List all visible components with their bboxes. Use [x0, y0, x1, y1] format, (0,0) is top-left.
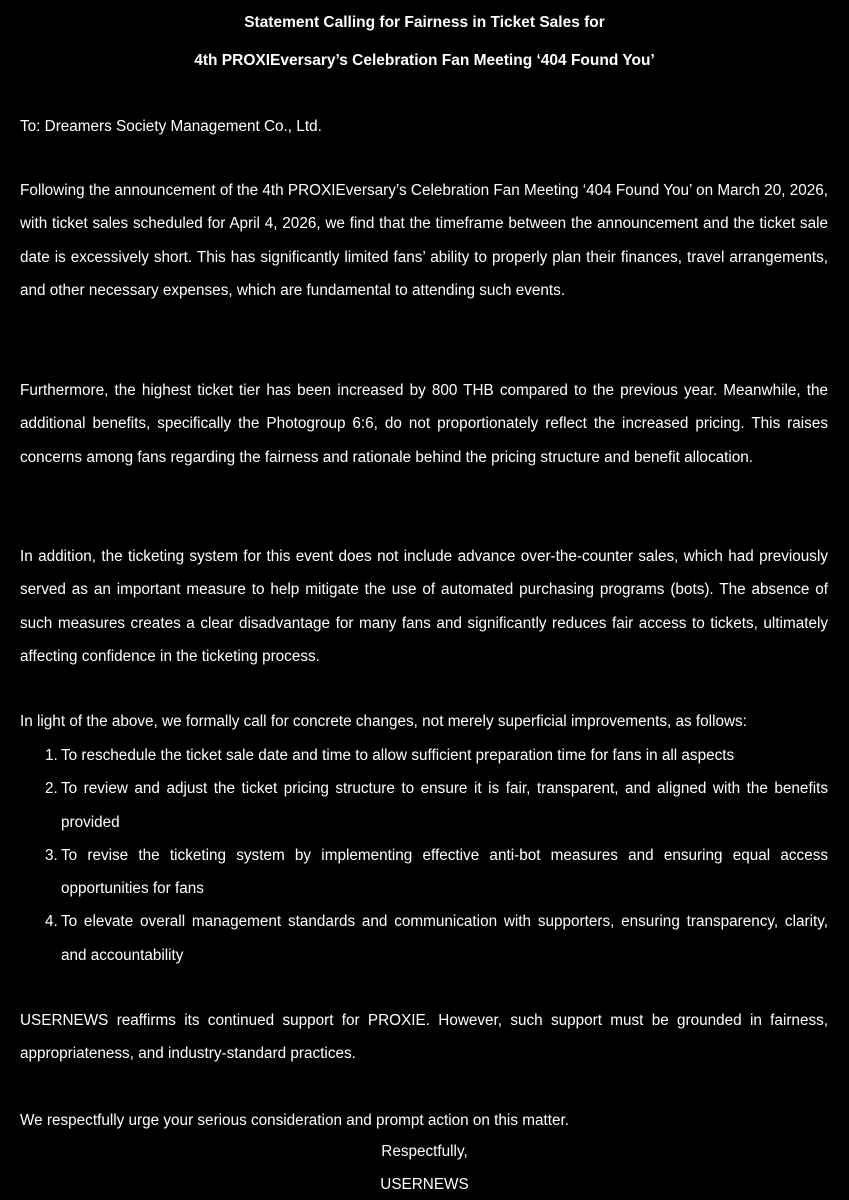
list-item: [20, 905, 828, 972]
closing-salutation: Respectfully,: [381, 1143, 468, 1160]
paragraph-announcement-timeframe: Following the announcement of the 4th PROXIEversary’s Celebration Fan Meeting ‘404 Found You’ on March 20, 2026, with ticket sales scheduled for April 4, 2026, we find that the timeframe between the announcement and the ticket sale date is excessively short. This has significantly limited fans’ ability to properly plan their finances, travel arrangements, and other necessary expenses, which are fundamental to attending such events.: [20, 182, 828, 299]
paragraph-pricing-concerns: Furthermore, the highest ticket tier has been increased by 800 THB compared to the previous year. Meanwhile, the additional benefits, specifically the Photogroup 6:6, do not proportionately reflect the increased pricing. This raises concerns among fans regarding the fairness and rationale behind the pricing structure and benefit allocation.: [20, 382, 828, 466]
list-item-text: To review and adjust the ticket pricing structure to ensure it is fair, transparent, and aligned with the benefits provided: [61, 780, 828, 831]
statement-title-line-1: Statement Calling for Fairness in Ticket Sales for: [244, 14, 605, 31]
list-item-number: 1.: [45, 747, 58, 764]
requests-list: [20, 739, 828, 972]
paragraph-call-for-changes: In light of the above, we formally call for concrete changes, not merely superficial improvements, as follows:: [20, 713, 747, 730]
list-item-text: To revise the ticketing system by implementing effective anti-bot measures and ensuring equal access opportunities for fans: [61, 846, 828, 898]
statement-title-line-2: 4th PROXIEversary’s Celebration Fan Meeting ‘404 Found You’: [194, 52, 655, 69]
paragraph-support: USERNEWS reaffirms its continued support for PROXIE. However, such support must be grounded in fairness, appropriateness, and industry-standard practices.: [20, 1012, 828, 1063]
list-item: [20, 772, 828, 839]
paragraph-urge: We respectfully urge your serious consideration and prompt action on this matter.: [20, 1112, 569, 1129]
list-item-text: To reschedule the ticket sale date and time to allow sufficient preparation time for fans in all aspects: [61, 747, 735, 764]
signature: USERNEWS: [380, 1176, 469, 1193]
list-item-text: To elevate overall management standards and communication with supporters, ensuring transparency, clarity, and accountability: [61, 913, 828, 964]
list-item: [20, 839, 828, 906]
addressee-line: To: Dreamers Society Management Co., Ltd.: [20, 118, 322, 135]
list-item: [20, 739, 828, 772]
list-item-number: 3.: [45, 846, 58, 864]
list-item-number: 4.: [45, 913, 58, 931]
paragraph-ticketing-system: In addition, the ticketing system for this event does not include advance over-the-counter sales, which had previously served as an important measure to help mitigate the use of automated purchasing programs (bots). The absence of such measures creates a clear disadvantage for many fans and significantly reduces fair access to tickets, ultimately affecting confidence in the ticketing process.: [20, 548, 828, 665]
list-item-number: 2.: [45, 780, 58, 798]
